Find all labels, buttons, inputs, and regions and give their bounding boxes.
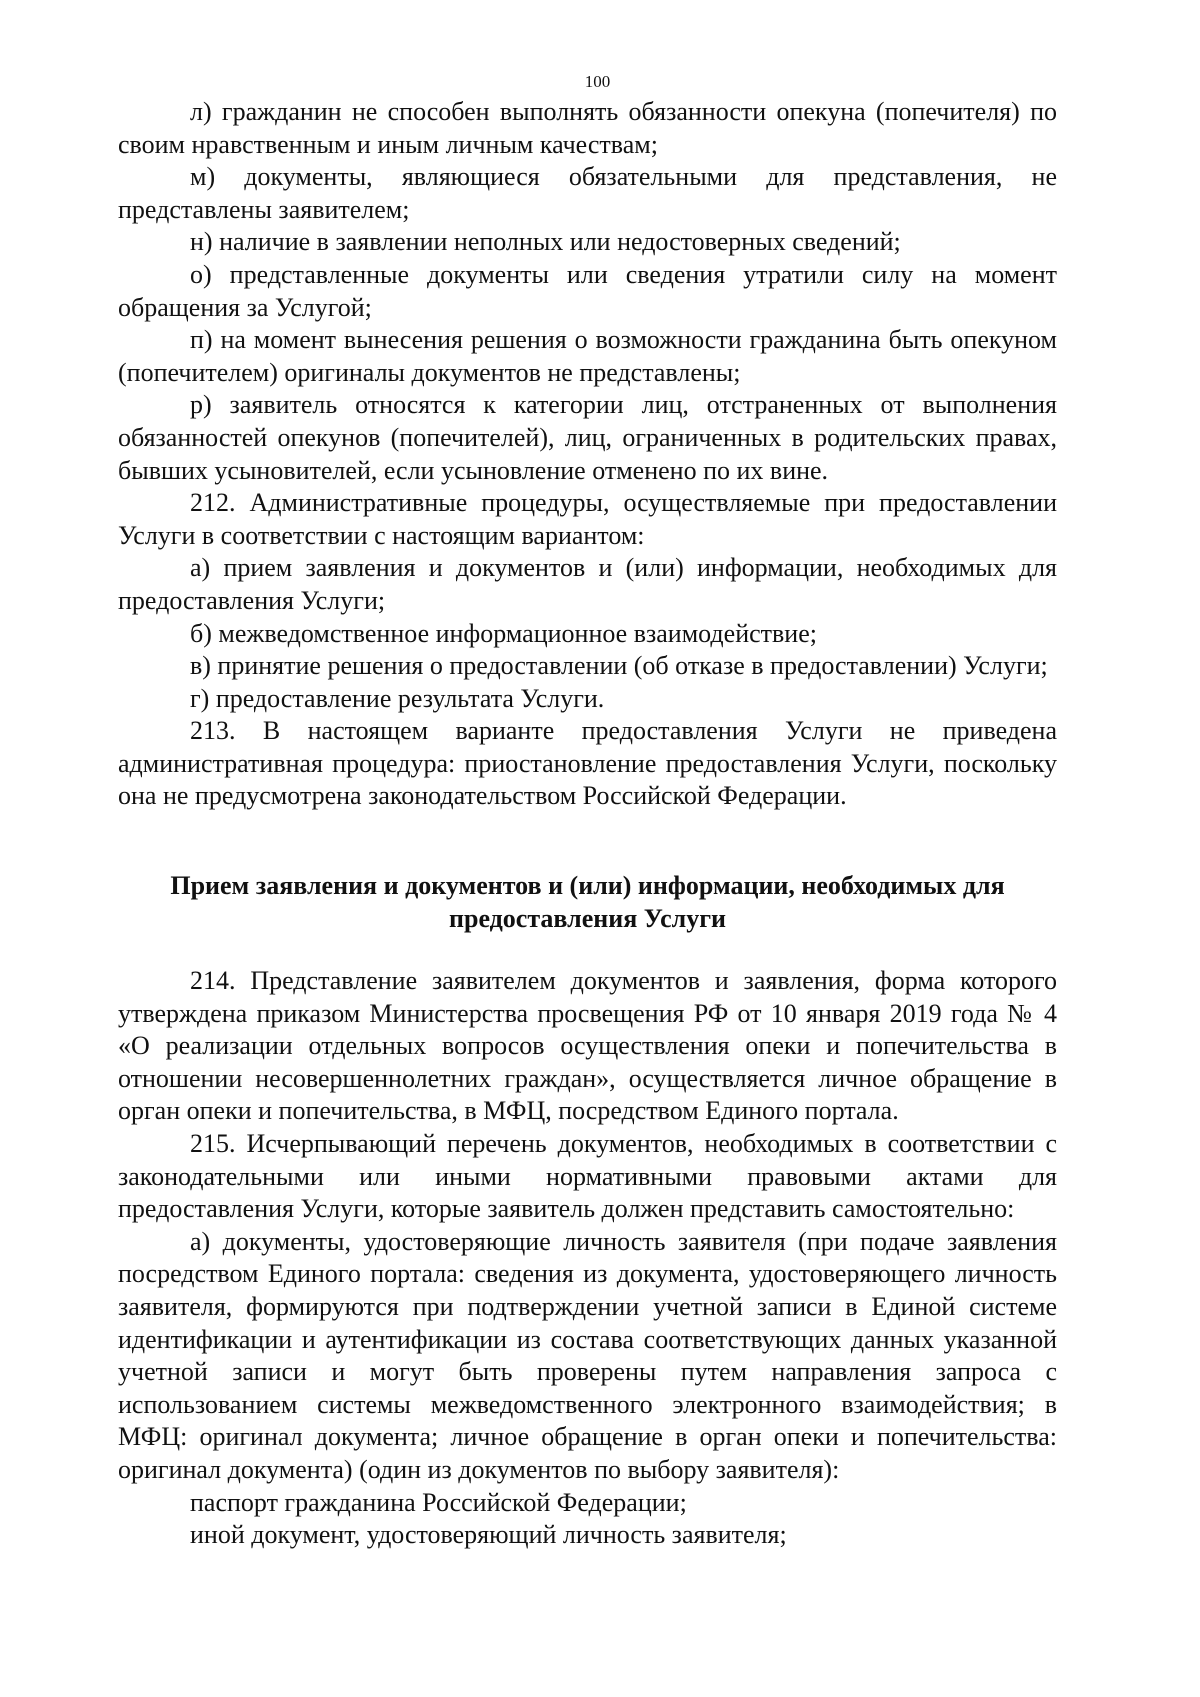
- section-heading: Прием заявления и документов и (или) информации, необходимых для предоставления Услуги: [170, 871, 1005, 934]
- paragraph-214: 214. Представление заявителем документов и заявления, форма которого утверждена приказом Министерства просвещения РФ от 10 января 2019 года № 4 «О реализации отдельных вопросов осуществления опеки и попечительства в отношении несовершеннолетних граждан», осуществляется личное обращение в орган опеки и попечительства, в МФЦ, посредством Единого портала.: [118, 966, 1057, 1126]
- paragraph-212: 212. Административные процедуры, осуществляемые при предоставлении Услуги в соответствии с настоящим вариантом:: [118, 488, 1057, 550]
- paragraph-212-a: а) прием заявления и документов и (или) информации, необходимых для предоставления Услуги;: [118, 553, 1057, 615]
- paragraph-other-id: иной документ, удостоверяющий личность заявителя;: [190, 1520, 787, 1550]
- paragraph-212-b: б) межведомственное информационное взаимодействие;: [190, 618, 817, 648]
- paragraph-item-p: п) на момент вынесения решения о возможности гражданина быть опекуном (попечителем) оригиналы документов не представлены;: [118, 325, 1057, 387]
- heading-spacer: [118, 935, 1057, 965]
- paragraph-item-m: м) документы, являющиеся обязательными для представления, не представлены заявителем;: [118, 162, 1057, 224]
- paragraph-item-n: н) наличие в заявлении неполных или недостоверных сведений;: [190, 227, 901, 257]
- section-spacer: [118, 813, 1057, 869]
- paragraph-215: 215. Исчерпывающий перечень документов, необходимых в соответствии с законодательными или иными нормативными правовыми актами для предоставления Услуги, которые заявитель должен представить самостоятельно:: [118, 1129, 1057, 1224]
- body-text-bottom: [118, 965, 1057, 1552]
- page-number: 100: [584, 72, 611, 91]
- paragraph-212-g: г) предоставление результата Услуги.: [190, 683, 605, 713]
- paragraph-215-a: а) документы, удостоверяющие личность заявителя (при подаче заявления посредством Единого портала: сведения из документа, удостоверяющего личность заявителя, формируются при подтверждении учетной записи в Единой системе идентификации и аутентификации из состава соответствующих данных указанной учетной записи и могут быть проверены путем направления запроса с использованием системы межведомственного электронного взаимодействия; в МФЦ: оригинал документа; личное обращение в орган опеки и попечительства: оригинал документа) (один из документов по выбору заявителя):: [118, 1226, 1057, 1484]
- paragraph-item-o: о) представленные документы или сведения утратили силу на момент обращения за Услугой;: [118, 259, 1057, 322]
- paragraph-item-l: л) гражданин не способен выполнять обязанности опекуна (попечителя) по своим нравственным и иным личным качествам;: [118, 97, 1057, 159]
- paragraph-212-v: в) принятие решения о предоставлении (об отказе в предоставлении) Услуги;: [190, 651, 1048, 681]
- paragraph-item-r: р) заявитель относятся к категории лиц, отстраненных от выполнения обязанностей опекунов (попечителей), лиц, ограниченных в родительских правах, бывших усыновителей, если усыновление отменено по их вине.: [118, 390, 1057, 485]
- paragraph-passport: паспорт гражданина Российской Федерации;: [190, 1487, 687, 1517]
- paragraph-213: 213. В настоящем варианте предоставления Услуги не приведена административная процедура: приостановление предоставления Услуги, поскольку она не предусмотрена законодательством Российской Федерации.: [118, 716, 1057, 811]
- body-text-top: [118, 96, 1057, 813]
